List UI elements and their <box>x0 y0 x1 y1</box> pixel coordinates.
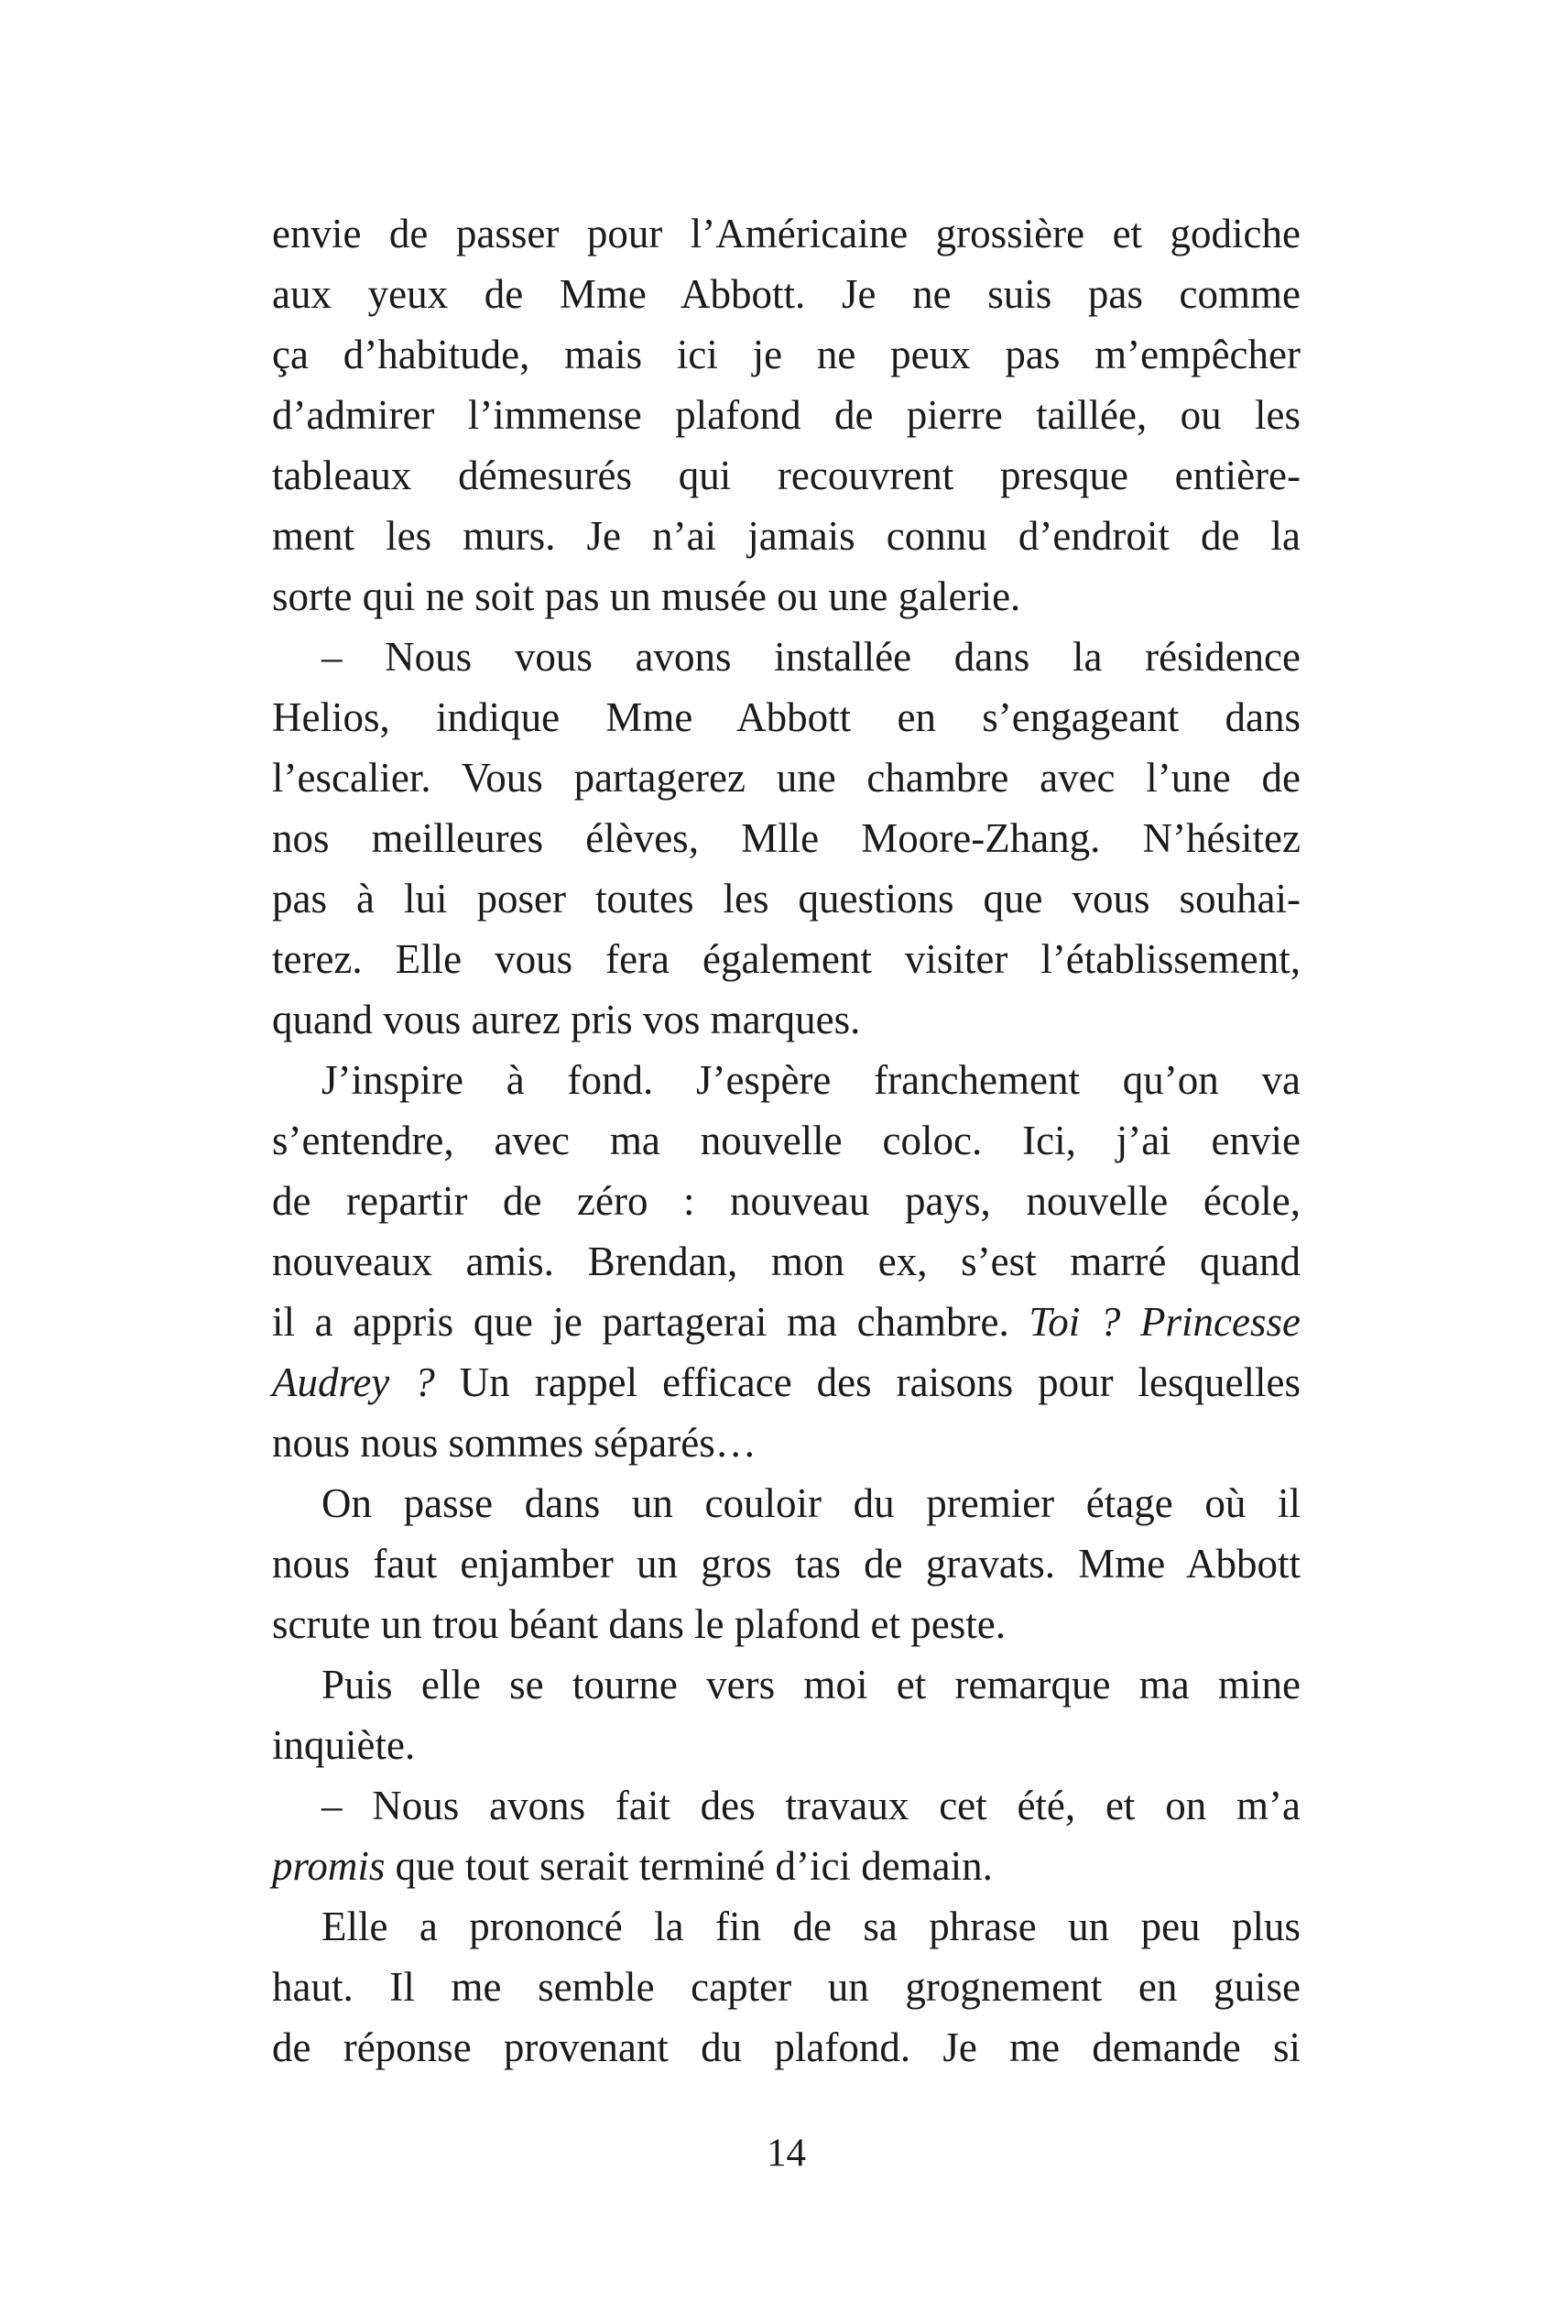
text-segment: de réponse provenant du plafond. Je me demande si <box>272 2024 1301 2070</box>
text-line <box>272 324 1301 385</box>
text-segment: inquiète. <box>272 1722 416 1768</box>
text-line <box>272 929 1301 989</box>
text-segment: de repartir de zéro : nouveau pays, nouvelle école, <box>272 1178 1301 1224</box>
text-line <box>272 989 1301 1050</box>
text-line <box>272 566 1301 627</box>
italic-text-segment: Toi ? Princesse <box>1029 1299 1301 1345</box>
text-segment: ça d’habitude, mais ici je ne peux pas m’empêcher <box>272 332 1301 377</box>
text-line <box>272 1654 1301 1715</box>
text-segment: aux yeux de Mme Abbott. Je ne suis pas comme <box>272 271 1301 317</box>
text-line <box>272 1110 1301 1171</box>
text-segment: pas à lui poser toutes les questions que vous souhai- <box>272 876 1301 922</box>
text-line <box>272 1231 1301 1292</box>
text-segment: quand vous aurez pris vos marques. <box>272 997 861 1042</box>
text-line <box>272 1957 1301 2017</box>
text-segment: envie de passer pour l’Américaine grossière et godiche <box>272 211 1301 256</box>
text-line <box>272 1775 1301 1836</box>
text-line <box>272 1715 1301 1775</box>
text-segment: haut. Il me semble capter un grognement en guise <box>272 1964 1301 2010</box>
italic-text-segment: Audrey ? <box>272 1359 435 1405</box>
text-line <box>272 385 1301 445</box>
text-segment: nous faut enjamber un gros tas de gravats. Mme Abbott <box>272 1541 1301 1587</box>
text-line <box>272 747 1301 808</box>
text-segment: nous nous sommes séparés… <box>272 1420 757 1466</box>
text-segment: – Nous avons fait des travaux cet été, et on m’a <box>321 1783 1301 1828</box>
text-segment: que tout serait terminé d’ici demain. <box>385 1843 993 1889</box>
text-line <box>272 1836 1301 1896</box>
text-line <box>272 1533 1301 1594</box>
text-segment: l’escalier. Vous partagerez une chambre avec l’une de <box>272 755 1301 801</box>
text-segment: nouveaux amis. Brendan, mon ex, s’est marré quand <box>272 1238 1301 1284</box>
text-line <box>272 687 1301 747</box>
text-segment: – Nous vous avons installée dans la résidence <box>321 634 1301 680</box>
text-segment: tableaux démesurés qui recouvrent presque entière- <box>272 453 1301 498</box>
text-segment: J’inspire à fond. J’espère franchement qu’on va <box>321 1057 1301 1103</box>
text-segment: ment les murs. Je n’ai jamais connu d’endroit de la <box>272 513 1301 559</box>
text-block <box>272 203 1301 2078</box>
text-line <box>272 1896 1301 1957</box>
text-line <box>272 1292 1301 1352</box>
text-line <box>272 808 1301 868</box>
text-line <box>272 2017 1301 2078</box>
text-line <box>272 445 1301 506</box>
text-line <box>272 1352 1301 1413</box>
text-segment: Helios, indique Mme Abbott en s’engageant dans <box>272 694 1301 740</box>
text-segment: Un rappel efficace des raisons pour lesquelles <box>434 1359 1301 1405</box>
text-line <box>272 1473 1301 1533</box>
text-line <box>272 868 1301 929</box>
text-line <box>272 627 1301 687</box>
text-segment: On passe dans un couloir du premier étage où il <box>321 1480 1301 1526</box>
text-segment: terez. Elle vous fera également visiter l’établissement, <box>272 936 1301 982</box>
page-number: 14 <box>767 2132 806 2175</box>
text-line <box>272 1050 1301 1110</box>
text-line <box>272 1594 1301 1654</box>
text-segment: s’entendre, avec ma nouvelle coloc. Ici, j’ai envie <box>272 1118 1301 1163</box>
text-segment: Elle a prononcé la fin de sa phrase un peu plus <box>321 1904 1301 1949</box>
text-line <box>272 203 1301 264</box>
text-segment: il a appris que je partagerai ma chambre. <box>272 1299 1029 1345</box>
text-line <box>272 264 1301 324</box>
text-line <box>272 1413 1301 1473</box>
text-segment: scrute un trou béant dans le plafond et peste. <box>272 1601 1006 1647</box>
text-line <box>272 1171 1301 1231</box>
text-line <box>272 506 1301 566</box>
text-segment: sorte qui ne soit pas un musée ou une galerie. <box>272 573 1021 619</box>
text-segment: d’admirer l’immense plafond de pierre taillée, ou les <box>272 392 1301 438</box>
italic-text-segment: promis <box>272 1843 386 1889</box>
text-segment: Puis elle se tourne vers moi et remarque ma mine <box>321 1662 1301 1708</box>
text-segment: nos meilleures élèves, Mlle Moore-Zhang. N’hésitez <box>272 815 1301 861</box>
